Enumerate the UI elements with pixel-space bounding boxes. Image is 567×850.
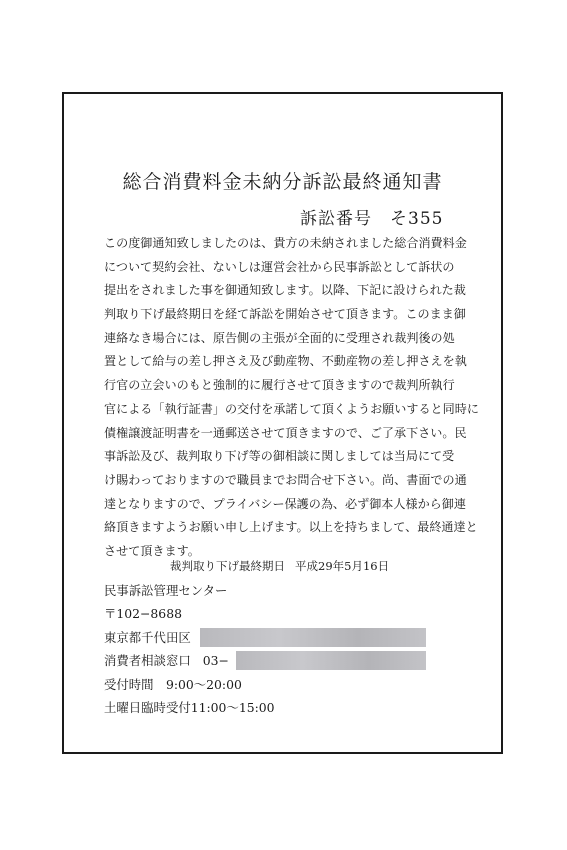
case-number: 訴訟番号 そ355 [300,209,444,229]
body-line: 提出をされました事を御通知致します。以降、下記に設けられた裁 [104,283,466,298]
phone-prefix: 03− [202,653,229,669]
body-line: この度御通知致しましたのは、貴方の未納されました総合消費料金 [104,236,467,250]
document-title: 総合消費料金未納分訴訟最終通知書 [122,171,443,193]
deadline-label: 裁判取り下げ最終期日 [170,559,285,573]
body-line: 行官の立会いのもと強制的に履行させて頂きますので裁判所執行 [104,378,455,393]
body-line: け賜わっておりますので職員までお問合せ下さい。尚、書面での通 [104,472,467,487]
contact-block [104,579,434,719]
address-redaction [200,628,426,647]
deadline [170,558,389,574]
body-line: 官による「執行証書」の交付を承諾して頂くようお願いすると同時に [104,401,479,416]
body-line: について契約会社、ないしは運営会社から民事訴訟として訴状の [104,259,455,274]
body-line: 絡頂きますようお願い申し上げます。以上を持ちまして、最終通達と [104,520,478,535]
phone-label: 消費者相談窓口 [104,653,191,669]
body-line: させて頂きます。 [104,543,200,558]
body-line: 連絡なき場合には、原告側の主張が全面的に受理され裁判後の処 [104,330,455,345]
notice-body [104,232,504,564]
body-line: 事訴訟及び、裁判取り下げ等の御相談に関しましては当局にて受 [104,449,455,464]
postal-code: 〒102−8688 [104,606,182,622]
address: 東京都千代田区 [104,629,191,645]
address-line [104,626,434,649]
body-line: 債権譲渡証明書を一通郵送させて頂きますので、ご了承下さい。民 [104,425,467,440]
body-line: 判取り下げ最終期日を経て訴訟を開始させて頂きます。このまま御 [104,307,466,322]
office-hours: 受付時間 9:00〜20:00 [104,676,242,692]
organization-name: 民事訴訟管理センター [104,583,228,598]
phone-line [104,649,434,672]
weekend-hours: 土曜日臨時受付11:00〜15:00 [104,699,275,715]
phone-redaction [236,651,426,670]
body-line: 達となりますので、プライバシー保護の為、必ず御本人様から御連 [104,496,466,511]
body-line: 置として給与の差し押さえ及び動産物、不動産物の差し押さえを執 [104,354,467,369]
deadline-date: 平成29年5月16日 [295,559,390,573]
